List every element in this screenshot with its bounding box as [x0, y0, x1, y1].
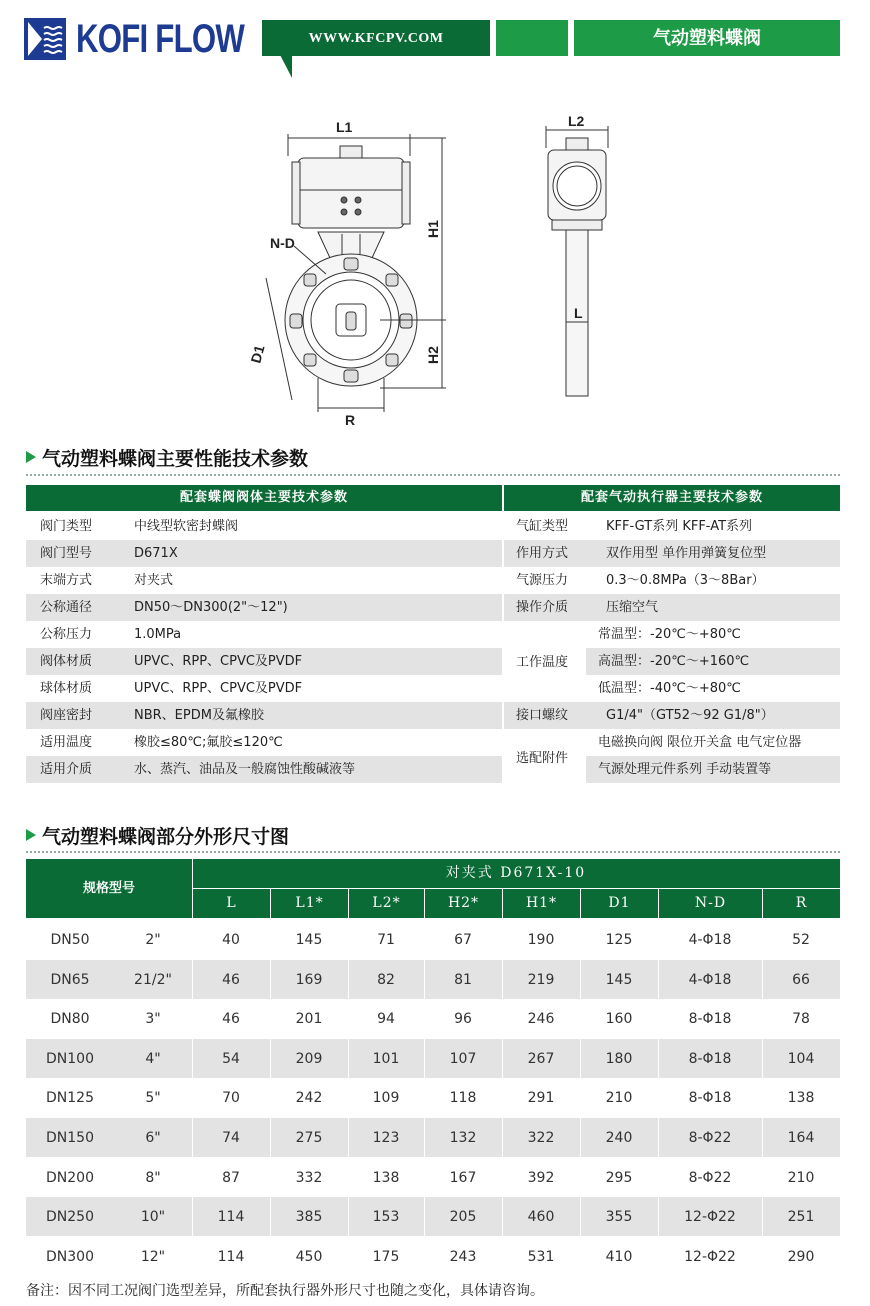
cell-divider: [424, 1118, 425, 1157]
temp-row: [586, 621, 840, 648]
table-cell: 410: [605, 1248, 633, 1265]
label-r: R: [345, 412, 356, 428]
table-cell: DN125: [46, 1090, 94, 1107]
table-cell: 46: [222, 1011, 240, 1028]
cell-divider: [270, 960, 271, 999]
acc-value: 电磁换向阀 限位开关盒 电气定位器: [598, 735, 802, 750]
cell-divider: [658, 1078, 659, 1117]
param-key: 适用温度: [40, 735, 93, 750]
param-key: 适用介质: [40, 762, 93, 777]
param-row-right: [504, 702, 840, 729]
cell-divider: [580, 1237, 581, 1276]
cell-divider: [270, 920, 271, 959]
table-row: [26, 1118, 840, 1157]
cell-divider: [762, 1197, 763, 1236]
param-row-left: [26, 513, 502, 540]
cell-divider: [502, 1118, 503, 1157]
table-cell: 114: [217, 1248, 245, 1265]
table-cell: 275: [295, 1130, 323, 1146]
param-row-right: [504, 540, 840, 567]
table-cell: 8-Φ22: [688, 1130, 732, 1146]
table-cell: 8-Φ18: [688, 1090, 732, 1107]
param-key: 末端方式: [40, 573, 93, 588]
temp-row: [586, 648, 840, 675]
table-cell: DN250: [46, 1209, 94, 1226]
brand-logo: [24, 18, 254, 62]
param-key: 气缸类型: [516, 519, 569, 534]
param-value: KFF-GT系列 KFF-AT系列: [606, 519, 753, 534]
table-cell: 219: [527, 971, 555, 988]
table-cell: 8-Φ18: [688, 1050, 732, 1067]
col-header: R: [762, 889, 840, 918]
table-cell: 132: [449, 1130, 477, 1146]
table-cell: 205: [449, 1209, 477, 1226]
params-left-header: 配套蝶阀阀体主要技术参数: [26, 485, 502, 511]
dims-header: [26, 859, 840, 918]
table-row: [26, 1158, 840, 1197]
cell-divider: [502, 1078, 503, 1117]
cell-divider: [348, 1197, 349, 1236]
cell-divider: [658, 1118, 659, 1157]
table-cell: 109: [372, 1090, 400, 1107]
param-value: 0.3～0.8MPa（3～8Bar）: [606, 573, 765, 588]
table-cell: 138: [372, 1169, 400, 1186]
table-row: [26, 1078, 840, 1117]
table-cell: 8": [145, 1169, 161, 1186]
table-cell: 169: [295, 971, 323, 988]
cell-divider: [762, 1118, 763, 1157]
param-key: 接口螺纹: [516, 708, 569, 723]
acc-row: [586, 729, 840, 756]
label-l: L: [574, 305, 583, 321]
cell-divider: [762, 999, 763, 1038]
param-value: 压缩空气: [606, 600, 659, 615]
table-cell: 8-Φ22: [688, 1169, 732, 1186]
param-row-left: [26, 702, 502, 729]
table-cell: 74: [222, 1130, 240, 1146]
table-cell: 101: [372, 1050, 400, 1067]
cell-divider: [502, 960, 503, 999]
table-cell: 531: [527, 1248, 555, 1265]
params-section-title: [26, 444, 308, 471]
param-row-left: [26, 675, 502, 702]
table-cell: 70: [222, 1090, 240, 1107]
param-value: 双作用型 单作用弹簧复位型: [606, 546, 767, 561]
dims-title-text: 气动塑料蝶阀部分外形尺寸图: [42, 826, 290, 848]
param-value: 1.0MPa: [134, 627, 182, 642]
table-cell: 164: [787, 1130, 815, 1146]
param-value: UPVC、RPP、CPVC及PVDF: [134, 681, 303, 696]
table-cell: 5": [145, 1090, 161, 1107]
cell-divider: [348, 920, 349, 959]
cell-divider: [762, 1237, 763, 1276]
table-cell: 295: [605, 1169, 633, 1186]
table-cell: 240: [605, 1130, 633, 1146]
table-cell: 12-Φ22: [684, 1248, 736, 1265]
cell-divider: [502, 1197, 503, 1236]
col-header: H2*: [424, 889, 502, 918]
cell-divider: [658, 1237, 659, 1276]
cell-divider: [762, 920, 763, 959]
website-url[interactable]: WWW.KFCPV.COM: [262, 20, 490, 56]
type-header: 对夹式 D671X-10: [445, 865, 587, 881]
table-row: [26, 1197, 840, 1236]
cell-divider: [192, 920, 193, 959]
table-cell: 450: [295, 1248, 323, 1265]
table-cell: 160: [605, 1011, 633, 1028]
cell-divider: [192, 1197, 193, 1236]
cell-divider: [348, 960, 349, 999]
footnote: 备注：因不同工况阀门选型差异，所配套执行器外形尺寸也随之变化，具体请咨询。: [26, 1283, 544, 1299]
param-value: DN50～DN300(2"～12"): [134, 600, 288, 615]
cell-divider: [580, 1078, 581, 1117]
table-cell: DN50: [50, 932, 90, 948]
cell-divider: [424, 920, 425, 959]
param-key: 阀体材质: [40, 654, 93, 669]
cell-divider: [762, 960, 763, 999]
table-cell: 167: [449, 1169, 477, 1186]
table-cell: 123: [372, 1130, 400, 1146]
table-cell: 82: [377, 971, 395, 988]
cell-divider: [658, 1197, 659, 1236]
table-cell: 114: [217, 1209, 245, 1226]
acc-key: 选配附件: [516, 751, 569, 766]
cell-divider: [424, 1078, 425, 1117]
table-cell: 290: [787, 1248, 815, 1265]
col-header: L2*: [348, 889, 424, 918]
table-cell: 243: [449, 1248, 477, 1265]
cell-divider: [658, 920, 659, 959]
param-key: 公称压力: [40, 627, 93, 642]
table-cell: 209: [295, 1050, 323, 1067]
param-row-left: [26, 729, 502, 756]
cell-divider: [424, 960, 425, 999]
cell-divider: [270, 1237, 271, 1276]
param-value: 橡胶≤80℃;氟胶≤120℃: [134, 735, 283, 750]
table-cell: 322: [527, 1130, 555, 1146]
cell-divider: [192, 1039, 193, 1078]
param-row-left: [26, 621, 502, 648]
params-divider: [26, 474, 840, 476]
logo-mark-icon: [24, 18, 66, 60]
cell-divider: [348, 1158, 349, 1197]
param-row-left: [26, 594, 502, 621]
temp-value: 常温型：-20℃～+80℃: [598, 627, 741, 642]
cell-divider: [580, 960, 581, 999]
table-cell: DN200: [46, 1169, 94, 1186]
table-cell: 6": [145, 1130, 161, 1146]
cell-divider: [348, 1078, 349, 1117]
param-value: G1/4"（GT52～92 G1/8"）: [606, 708, 774, 723]
table-cell: 40: [222, 932, 240, 948]
table-row: [26, 920, 840, 959]
cell-divider: [580, 1118, 581, 1157]
param-key: 公称通径: [40, 600, 93, 615]
label-h2: H2: [425, 346, 441, 364]
cell-divider: [502, 1237, 503, 1276]
cell-divider: [192, 960, 193, 999]
param-key: 作用方式: [516, 546, 569, 561]
param-row-left: [26, 567, 502, 594]
cell-divider: [580, 1197, 581, 1236]
param-value: 中线型软密封蝶阀: [134, 519, 239, 534]
valve-dimension-drawing: [230, 108, 650, 438]
cell-divider: [658, 960, 659, 999]
cell-divider: [424, 1197, 425, 1236]
cell-divider: [502, 1158, 503, 1197]
bullet-triangle-icon: [26, 451, 36, 463]
cell-divider: [192, 1078, 193, 1117]
cell-divider: [348, 999, 349, 1038]
table-cell: 12-Φ22: [684, 1209, 736, 1226]
params-right-header: 配套气动执行器主要技术参数: [504, 485, 840, 511]
param-key: 球体材质: [40, 681, 93, 696]
table-cell: 138: [787, 1090, 815, 1107]
table-cell: 153: [372, 1209, 400, 1226]
table-cell: 81: [454, 971, 472, 988]
dims-section-title: [26, 822, 289, 849]
table-cell: 96: [454, 1011, 472, 1028]
temp-value: 低温型：-40℃～+80℃: [598, 681, 741, 696]
cell-divider: [348, 1237, 349, 1276]
table-row: [26, 1237, 840, 1276]
dims-divider: [26, 851, 840, 853]
cell-divider: [348, 1039, 349, 1078]
table-cell: 180: [605, 1050, 633, 1067]
acc-row: [586, 756, 840, 783]
table-cell: 107: [449, 1050, 477, 1067]
param-key: 操作介质: [516, 600, 569, 615]
table-cell: DN80: [50, 1011, 90, 1028]
table-cell: 145: [295, 932, 323, 948]
cell-divider: [270, 1118, 271, 1157]
cell-divider: [270, 1197, 271, 1236]
table-cell: 246: [527, 1011, 555, 1028]
table-cell: 4": [145, 1050, 161, 1067]
table-cell: 355: [605, 1209, 633, 1226]
param-row-left: [26, 648, 502, 675]
header-spacer-bar: [496, 20, 568, 56]
cell-divider: [192, 999, 193, 1038]
param-value: 对夹式: [134, 573, 174, 588]
cell-divider: [762, 1158, 763, 1197]
table-cell: 201: [295, 1011, 323, 1028]
table-cell: 10": [140, 1209, 166, 1226]
cell-divider: [502, 920, 503, 959]
table-cell: 21/2": [134, 971, 172, 988]
param-value: UPVC、RPP、CPVC及PVDF: [134, 654, 303, 669]
param-value: D671X: [134, 546, 178, 561]
table-cell: 385: [295, 1209, 323, 1226]
col-header: L1*: [270, 889, 348, 918]
param-key: 阀座密封: [40, 708, 93, 723]
cell-divider: [580, 1158, 581, 1197]
table-cell: 12": [140, 1248, 166, 1265]
cell-divider: [580, 920, 581, 959]
cell-divider: [270, 1158, 271, 1197]
brand-name: KOFI FLOW: [76, 17, 245, 61]
cell-divider: [502, 1039, 503, 1078]
table-cell: DN100: [46, 1050, 94, 1067]
table-cell: 392: [527, 1169, 555, 1186]
table-cell: 460: [527, 1209, 555, 1226]
table-cell: 4-Φ18: [688, 971, 732, 988]
param-value: 水、蒸汽、油品及一般腐蚀性酸碱液等: [134, 762, 356, 777]
cell-divider: [762, 1039, 763, 1078]
table-cell: 2": [145, 932, 161, 948]
table-cell: 175: [372, 1248, 400, 1265]
param-key: 阀门类型: [40, 519, 93, 534]
spec-header: 规格型号: [82, 881, 135, 896]
table-cell: 118: [449, 1090, 477, 1107]
label-d1: D1: [247, 343, 268, 365]
cell-divider: [502, 999, 503, 1038]
table-cell: 104: [787, 1050, 815, 1067]
table-cell: 46: [222, 971, 240, 988]
cell-divider: [192, 1158, 193, 1197]
table-cell: 87: [222, 1169, 240, 1186]
product-title: 气动塑料蝶阀: [574, 20, 840, 56]
cell-divider: [192, 1237, 193, 1276]
cell-divider: [658, 1158, 659, 1197]
table-cell: 8-Φ18: [688, 1011, 732, 1028]
label-l1: L1: [336, 119, 353, 135]
param-row-left: [26, 540, 502, 567]
table-cell: 125: [605, 932, 633, 948]
table-row: [26, 1039, 840, 1078]
table-row: [26, 960, 840, 999]
cell-divider: [580, 999, 581, 1038]
cell-divider: [270, 1078, 271, 1117]
table-cell: 71: [377, 932, 395, 948]
table-cell: 210: [787, 1169, 815, 1186]
param-row-left: [26, 756, 502, 783]
param-value: NBR、EPDM及氟橡胶: [134, 708, 264, 723]
table-cell: 210: [605, 1090, 633, 1107]
cell-divider: [348, 1118, 349, 1157]
param-key: 阀门型号: [40, 546, 93, 561]
table-cell: DN65: [50, 971, 90, 988]
label-h1: H1: [425, 220, 441, 238]
label-nd: N-D: [270, 235, 295, 251]
cell-divider: [424, 999, 425, 1038]
cell-divider: [192, 1118, 193, 1157]
table-cell: 67: [454, 932, 472, 948]
cell-divider: [762, 1078, 763, 1117]
cell-divider: [424, 1039, 425, 1078]
label-l2: L2: [568, 113, 585, 129]
table-cell: 242: [295, 1090, 323, 1107]
cell-divider: [424, 1237, 425, 1276]
table-cell: 145: [605, 971, 633, 988]
cell-divider: [658, 999, 659, 1038]
table-cell: 190: [527, 932, 555, 948]
cell-divider: [424, 1158, 425, 1197]
table-row: [26, 999, 840, 1038]
acc-value: 气源处理元件系列 手动装置等: [598, 762, 772, 777]
table-cell: 54: [222, 1050, 240, 1067]
cell-divider: [658, 1039, 659, 1078]
cell-divider: [580, 1039, 581, 1078]
table-cell: DN300: [46, 1248, 94, 1265]
table-cell: 78: [792, 1011, 810, 1028]
table-cell: 267: [527, 1050, 555, 1067]
table-cell: DN150: [46, 1130, 94, 1146]
col-header: L: [192, 889, 270, 918]
param-row-right: [504, 594, 840, 621]
cell-divider: [270, 1039, 271, 1078]
cell-divider: [270, 999, 271, 1038]
bullet-triangle-icon: [26, 829, 36, 841]
table-cell: 66: [792, 971, 810, 988]
table-cell: 94: [377, 1011, 395, 1028]
table-cell: 3": [145, 1011, 161, 1028]
col-header: N-D: [658, 889, 762, 918]
table-cell: 251: [787, 1209, 815, 1226]
col-header: D1: [580, 889, 658, 918]
temp-value: 高温型：-20℃～+160℃: [598, 654, 750, 669]
params-title-text: 气动塑料蝶阀主要性能技术参数: [42, 448, 309, 470]
temp-row: [586, 675, 840, 702]
col-header: H1*: [502, 889, 580, 918]
temp-key: 工作温度: [516, 655, 569, 670]
table-cell: 291: [527, 1090, 555, 1107]
table-cell: 52: [792, 932, 810, 948]
param-key: 气源压力: [516, 573, 569, 588]
table-cell: 332: [295, 1169, 323, 1186]
param-row-right: [504, 513, 840, 540]
param-row-right: [504, 567, 840, 594]
table-cell: 4-Φ18: [688, 932, 732, 948]
